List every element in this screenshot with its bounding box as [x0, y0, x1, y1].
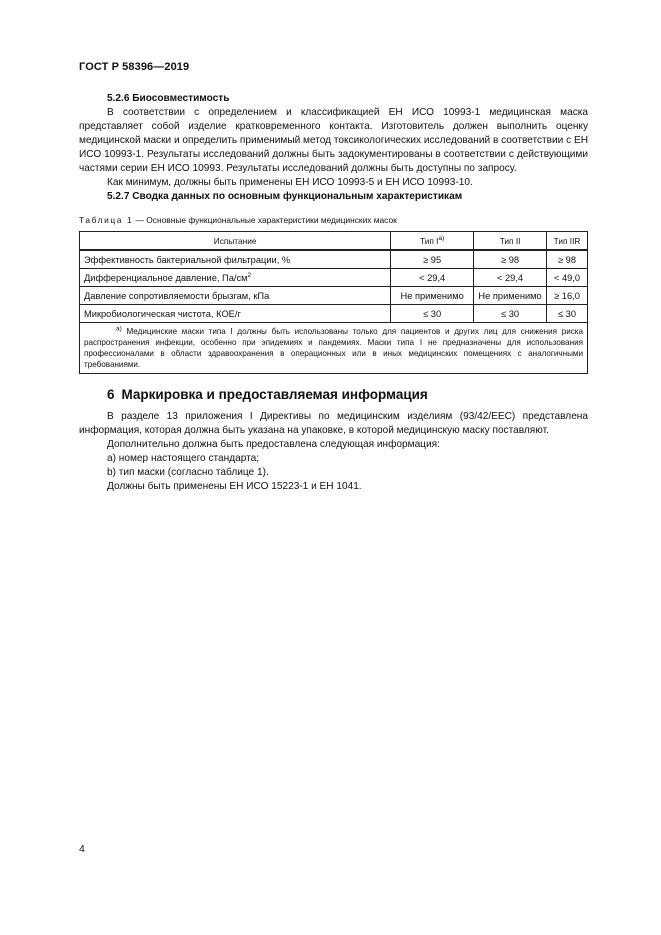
- row-name: Эффективность бактериальной фильтрации, %: [80, 250, 391, 269]
- cell-type-2r: ≥ 98: [547, 250, 588, 269]
- cell-type-2r: < 49,0: [547, 269, 588, 287]
- cell-type-2: < 29,4: [474, 269, 547, 287]
- table-row: [80, 250, 588, 269]
- section-heading-marking: 6 Маркировка и предоставляемая информация: [107, 387, 428, 402]
- paragraph: Должны быть применены ЕН ИСО 15223-1 и ЕН 1041.: [107, 481, 362, 492]
- table-row: [80, 305, 588, 323]
- list-item: a) номер настоящего стандарта;: [107, 453, 260, 464]
- cell-type-1: < 29,4: [391, 269, 474, 287]
- row-name: Давление сопротивляемости брызгам, кПа: [80, 287, 391, 305]
- paragraph: В разделе 13 приложения I Директивы по медицинским изделиям (93/42/EEC) представлена информация, которая должна быть указана на упаковке, в которой медицинскую маску поставляют.: [79, 411, 588, 436]
- table-header-row: [80, 232, 588, 251]
- cell-type-1: Не применимо: [391, 287, 474, 305]
- row-name: Микробиологическая чистота, КОЕ/г: [80, 305, 391, 323]
- paragraph: Как минимум, должны быть применены ЕН ИСО 10993-5 и ЕН ИСО 10993-10.: [107, 177, 473, 188]
- page-content: [79, 92, 588, 494]
- list-item: b) тип маски (согласно таблице 1).: [107, 467, 269, 478]
- cell-type-2: ≤ 30: [474, 305, 547, 323]
- row-name: Дифференциальное давление, $Па/см^2$: [80, 269, 391, 287]
- characteristics-table: [79, 231, 588, 374]
- cell-type-1: ≤ 30: [391, 305, 474, 323]
- table-caption-label: Таблица 1: [79, 215, 134, 225]
- column-header-type-2r: Тип IIR: [547, 232, 588, 251]
- column-header-type-1: Тип $I^{a)}$: [391, 232, 474, 251]
- cell-type-1: ≥ 95: [391, 250, 474, 269]
- table-footnote: $^{a)}$ Медицинские маски типа I должны быть использованы только для пациентов и других лиц для снижения риска распространения инфекции, особенно при эпидемиях и пандемиях. Маски типа I не предназначены для использования профессионалами в области здравоохранения в операционных или в иных медицинских помещениях с аналогичными требованиями.: [80, 323, 588, 374]
- table-caption-text: — Основные функциональные характеристики медицинских масок: [133, 215, 397, 225]
- cell-type-2: Не применимо: [474, 287, 547, 305]
- paragraph: Дополнительно должна быть предоставлена следующая информация:: [107, 439, 440, 450]
- section-heading-biocompatibility: 5.2.6 Биосовместимость: [107, 93, 230, 104]
- table-row: [80, 287, 588, 305]
- cell-type-2: ≥ 98: [474, 250, 547, 269]
- section-heading-summary: 5.2.7 Сводка данных по основным функциональным характеристикам: [107, 191, 463, 202]
- cell-type-2r: ≤ 30: [547, 305, 588, 323]
- table-footnote-row: [80, 323, 588, 374]
- cell-type-2r: ≥ 16,0: [547, 287, 588, 305]
- standard-header: ГОСТ Р 58396—2019: [79, 61, 190, 73]
- table-row: [80, 269, 588, 287]
- column-header-test: Испытание: [80, 232, 391, 251]
- table-caption: [79, 213, 588, 227]
- paragraph: В соответствии с определением и классификацией ЕН ИСО 10993-1 медицинская маска представляет собой изделие кратковременного контакта. Изготовитель должен выполнить оценку медицинской маски и определить применимый метод токсикологических исследований в соответствии с ЕН ИСО 10993-1. Результаты исследований должны быть задокументированы в соответствии с действующими частями серии ЕН ИСО 10993. Результаты исследований должны быть доступны по запросу.: [79, 107, 588, 174]
- page-number: 4: [79, 843, 85, 855]
- column-header-type-2: Тип II: [474, 232, 547, 251]
